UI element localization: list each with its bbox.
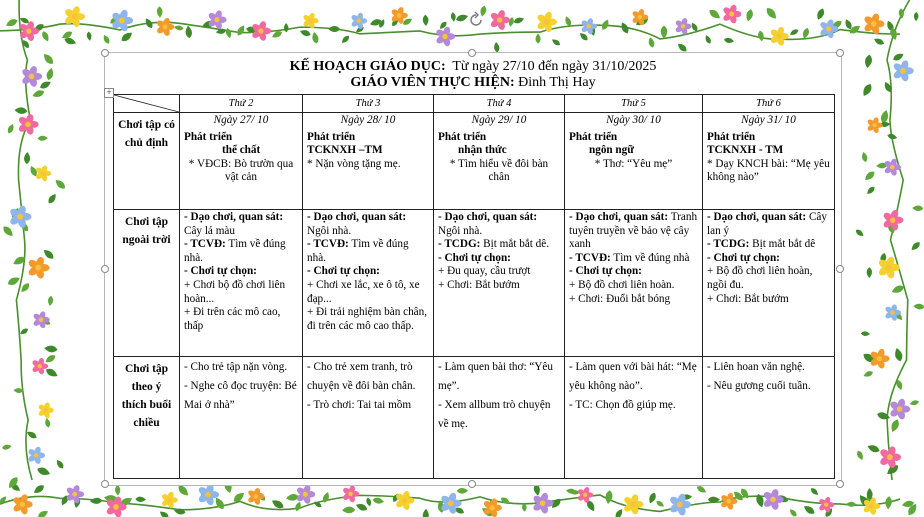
- leaf: [723, 37, 734, 44]
- flower: [197, 483, 219, 506]
- afternoon-item: - Nêu gương cuối tuần.: [707, 380, 811, 392]
- date-label: Ngày 31/ 10: [741, 114, 796, 126]
- leaf: [500, 496, 512, 506]
- resize-handle-right[interactable]: [836, 265, 844, 273]
- flower: [889, 398, 910, 421]
- activity-text: * Nặn vòng tặng mẹ.: [307, 157, 401, 170]
- date-label: Ngày 27/ 10: [213, 114, 269, 126]
- game-text: Tìm về đúng nhà: [613, 251, 690, 264]
- free-play-item: + Chơi xe lắc, xe ô tô, xe đạp...: [307, 278, 420, 305]
- leaf: [235, 24, 246, 37]
- flower: [9, 205, 32, 229]
- outdoor-cell-tue: [303, 210, 434, 357]
- leaf: [26, 430, 38, 440]
- observe-label: - Dạo chơi, quan sát:: [307, 211, 407, 223]
- flower: [722, 4, 741, 24]
- flower: [623, 493, 644, 515]
- subject-line1: Phát triển: [184, 130, 233, 143]
- leaf: [44, 418, 51, 429]
- row-afternoon: [114, 357, 835, 479]
- leaf: [44, 345, 58, 353]
- leaf: [36, 466, 51, 478]
- free-play-item: + Bộ đồ chơi liên hoàn.: [569, 278, 675, 291]
- flower: [65, 484, 84, 504]
- free-play-label: - Chơi tự chọn:: [307, 265, 380, 278]
- leaf: [37, 509, 50, 517]
- leaf: [86, 31, 92, 41]
- subject-line1: Phát triển: [438, 130, 487, 143]
- date-label: Ngày 30/ 10: [606, 114, 661, 126]
- main-cell-mon: [180, 113, 303, 210]
- observe-text: Ngôi nhà.: [307, 224, 352, 237]
- flower: [762, 488, 783, 511]
- resize-handle-bl[interactable]: [101, 480, 109, 488]
- resize-handle-left[interactable]: [101, 265, 109, 273]
- resize-handle-tr[interactable]: [836, 49, 844, 57]
- leaf: [102, 34, 111, 45]
- game-label: - TCVĐ:: [569, 251, 611, 264]
- row-label-afternoon: Chơi tập theo ý thích buổi chiều: [114, 357, 180, 479]
- day-header-mon: Thứ 2: [180, 95, 303, 113]
- afternoon-item: - Liên hoan văn nghệ.: [707, 361, 805, 373]
- flower: [27, 256, 50, 280]
- leaf: [856, 450, 865, 462]
- resize-handle-top[interactable]: [468, 49, 476, 57]
- observe-label: - Dạo chơi, quan sát:: [569, 211, 669, 223]
- flower: [161, 491, 178, 509]
- subject-line1: Phát triển: [569, 130, 618, 143]
- subject-line1: Phát triển: [307, 130, 356, 143]
- leaf: [14, 107, 28, 115]
- leaf: [457, 488, 468, 494]
- leaf: [892, 51, 905, 62]
- flower: [296, 484, 316, 505]
- leaf: [45, 67, 54, 81]
- leaf: [861, 151, 868, 162]
- free-play-item: + Bộ đồ chơi liên hoàn, ngồi đu.: [707, 265, 813, 291]
- leaf: [909, 399, 919, 406]
- free-play-label: - Chơi tự chọn:: [569, 265, 642, 278]
- afternoon-item: - Làm quen với bài hát: “Mẹ yêu không nào”.: [569, 361, 697, 392]
- leaf: [757, 30, 764, 42]
- leaf: [789, 28, 800, 37]
- leaf: [551, 38, 562, 47]
- game-label: - TCDG:: [438, 238, 481, 251]
- leaf: [115, 485, 121, 496]
- leaf: [535, 33, 540, 43]
- afternoon-cell-thu: [565, 357, 703, 479]
- outdoor-cell-thu: [565, 210, 703, 357]
- corner-cell: [114, 95, 180, 113]
- game-text: Tìm về đúng nhà.: [307, 238, 409, 264]
- free-play-item: + Chơi bộ đồ chơi liên hoàn...: [184, 278, 286, 305]
- leaf: [914, 12, 919, 21]
- leaf: [788, 508, 798, 517]
- leaf: [846, 502, 856, 507]
- flower: [435, 26, 455, 47]
- leaf: [867, 267, 872, 278]
- game-text: Bịt mắt bắt dê.: [483, 238, 550, 251]
- day-header-wed: Thứ 4: [434, 95, 565, 113]
- flower: [866, 117, 882, 134]
- leaf: [44, 367, 59, 379]
- afternoon-cell-wed: [434, 357, 565, 479]
- free-play-item: + Đi trên các mô cao, thấp: [184, 306, 281, 332]
- free-play-item: + Đu quay, cầu trượt: [438, 265, 531, 278]
- leaf: [876, 411, 891, 421]
- weekly-plan-table: [113, 94, 835, 479]
- game-label: - TCDG:: [707, 238, 750, 251]
- leaf: [913, 303, 924, 310]
- free-play-item: + Chơi: Bắt bướm: [438, 278, 520, 291]
- leaf: [764, 6, 778, 21]
- subject-line2: TCKNXH - TM: [707, 144, 784, 157]
- leaf: [342, 506, 355, 513]
- flower: [27, 446, 45, 465]
- main-cell-wed: [434, 113, 565, 210]
- leaf: [647, 491, 657, 504]
- leaf: [802, 504, 816, 516]
- leaf: [912, 205, 923, 211]
- leaf: [54, 178, 68, 191]
- leaf: [745, 8, 754, 22]
- flower: [342, 485, 359, 503]
- leaf: [372, 497, 385, 505]
- leaf: [120, 30, 134, 43]
- leaf: [661, 25, 668, 38]
- leaf: [19, 327, 29, 336]
- leaf: [41, 52, 55, 66]
- leaf: [889, 418, 901, 433]
- leaf: [450, 12, 456, 22]
- afternoon-cell-tue: [303, 357, 434, 479]
- leaf: [809, 487, 819, 497]
- leaf: [365, 497, 372, 507]
- plan-title-label: KẾ HOẠCH GIÁO DỤC:: [289, 59, 446, 74]
- flower: [350, 12, 367, 30]
- leaf: [135, 496, 146, 502]
- free-play-label: - Chơi tự chọn:: [184, 265, 257, 278]
- observe-label: - Dạo chơi, quan sát:: [438, 211, 538, 223]
- flower: [631, 8, 648, 26]
- afternoon-cell-fri: [703, 357, 835, 479]
- leaf: [55, 458, 65, 470]
- leaf: [42, 248, 56, 261]
- leaf: [355, 502, 369, 512]
- main-cell-thu: [565, 113, 703, 210]
- game-text: Bịt mắt bắt dê: [752, 238, 816, 251]
- day-header-tue: Thứ 3: [303, 95, 434, 113]
- flower: [17, 113, 38, 135]
- leaf: [6, 275, 21, 287]
- outdoor-cell-fri: [703, 210, 835, 357]
- observe-text: Tranh tuyên truyền về bảo vệ cây xanh: [569, 211, 698, 251]
- game-label: - TCVĐ:: [307, 238, 349, 251]
- outdoor-cell-mon: [180, 210, 303, 357]
- day-header-thu: Thứ 5: [565, 95, 703, 113]
- date-label: Ngày 28/ 10: [340, 114, 396, 126]
- free-play-item: + Đi trải nghiệm bàn chân, đi trên các mô cao thấp.: [307, 306, 428, 332]
- flower: [483, 498, 502, 517]
- subject-line2: ngôn ngữ: [589, 144, 634, 157]
- leaf: [704, 34, 712, 44]
- leaf: [294, 501, 302, 512]
- leaf: [863, 169, 876, 182]
- header-row: [114, 95, 835, 113]
- observe-text: Ngôi nhà.: [438, 224, 483, 237]
- free-play-item: + Chơi: Bắt bướm: [707, 292, 789, 305]
- row-main-activity: [114, 113, 835, 210]
- observe-label: - Dạo chơi, quan sát:: [184, 211, 284, 223]
- resize-handle-bottom[interactable]: [468, 480, 476, 488]
- leaf: [44, 353, 57, 364]
- row-label-outdoor: Chơi tập ngoài trời: [114, 210, 180, 357]
- plan-teacher: [105, 75, 841, 91]
- leaf: [5, 17, 19, 28]
- leaf: [865, 185, 876, 196]
- flower: [882, 209, 903, 231]
- leaf: [614, 508, 625, 517]
- leaf: [24, 152, 31, 164]
- activity-text: * Thơ: “Yêu mẹ”: [594, 157, 673, 170]
- row-outdoor: [114, 210, 835, 357]
- afternoon-cell-mon: [180, 357, 303, 479]
- subject-line2: thể chất: [222, 144, 261, 157]
- flower: [536, 11, 557, 33]
- leaf: [861, 82, 874, 97]
- table-move-icon[interactable]: +: [104, 88, 114, 98]
- flower: [247, 487, 264, 505]
- subject-line1: Phát triển: [707, 130, 756, 143]
- leaf: [893, 347, 903, 362]
- main-cell-tue: [303, 113, 434, 210]
- main-cell-fri: [703, 113, 835, 210]
- afternoon-item: - Trò chơi: Tai tai mồm: [307, 399, 412, 411]
- leaf: [861, 331, 870, 336]
- leaf: [910, 240, 922, 252]
- game-text: Tìm về đúng nhà.: [184, 238, 286, 264]
- rotate-handle-icon[interactable]: [466, 10, 486, 30]
- leaf: [605, 490, 614, 505]
- leaf: [707, 8, 722, 21]
- flower: [489, 9, 510, 31]
- flower: [35, 165, 51, 182]
- outdoor-cell-wed: [434, 210, 565, 357]
- leaf: [174, 25, 184, 32]
- leaf: [38, 135, 48, 141]
- leaf: [1, 444, 12, 451]
- afternoon-item: - Làm quen bài thơ: “Yêu mẹ”.: [438, 361, 553, 392]
- leaf: [655, 499, 665, 508]
- teacher-name: Đinh Thị Hay: [518, 75, 596, 90]
- leaf: [157, 6, 163, 18]
- leaf: [90, 497, 103, 504]
- leaf: [815, 7, 826, 21]
- leaf: [39, 79, 53, 90]
- plan-date-range: Từ ngày 27/10 đến ngày 31/10/2025: [452, 59, 657, 74]
- leaf: [31, 89, 45, 99]
- observe-label: - Dạo chơi, quan sát:: [707, 211, 807, 223]
- afternoon-item: - TC: Chọn đồ giúp mẹ.: [569, 399, 676, 411]
- flower: [674, 17, 691, 35]
- leaf: [328, 26, 340, 32]
- teacher-label: GIÁO VIÊN THỰC HIỆN:: [350, 75, 515, 90]
- flower: [892, 59, 914, 82]
- afternoon-item: - Xem allbum trò chuyện về mẹ.: [438, 399, 551, 430]
- leaf: [866, 443, 881, 454]
- activity-text: * Dạy KNCH bài: “Mẹ yêu không nào”: [707, 157, 830, 184]
- afternoon-item: - Cho trẻ tập nặn vòng.: [184, 361, 288, 373]
- flower: [32, 311, 49, 329]
- leaf: [47, 296, 53, 307]
- leaf: [32, 483, 46, 495]
- leaf: [885, 496, 893, 509]
- resize-handle-tl[interactable]: [101, 49, 109, 57]
- leaf: [513, 16, 525, 25]
- flower: [883, 158, 901, 177]
- leaf: [185, 25, 193, 38]
- observe-text: Cây lan ý: [707, 211, 827, 237]
- plan-title: [105, 59, 841, 75]
- flower: [156, 17, 175, 37]
- afternoon-item: - Cho trẻ xem tranh, trò chuyện về đôi bàn chân.: [307, 361, 416, 392]
- free-play-label: - Chơi tự chọn:: [438, 251, 511, 264]
- subject-line2: nhận thức: [458, 144, 507, 157]
- leaf: [578, 31, 589, 42]
- flower: [31, 357, 48, 375]
- leaf: [6, 123, 15, 135]
- activity-text: * VĐCB: Bò trườn qua vật cản: [188, 157, 294, 184]
- afternoon-item: - Nghe cô đọc truyện: Bé Mai ở nhà”: [184, 380, 297, 411]
- leaf: [873, 37, 885, 47]
- row-label-main: Chơi tập có chủ định: [114, 113, 180, 210]
- leaf: [41, 30, 51, 43]
- document-page: [104, 52, 842, 486]
- leaf: [647, 37, 655, 49]
- free-play-label: - Chơi tự chọn:: [707, 251, 780, 264]
- date-label: Ngày 29/ 10: [471, 114, 527, 126]
- leaf: [340, 34, 350, 44]
- flower: [21, 65, 42, 88]
- resize-handle-br[interactable]: [836, 480, 844, 488]
- game-label: - TCVĐ:: [184, 238, 226, 251]
- flower: [38, 402, 54, 419]
- leaf: [225, 27, 233, 38]
- leaf: [284, 23, 289, 32]
- leaf: [854, 228, 865, 238]
- leaf: [311, 31, 319, 44]
- free-play-item: + Chơi: Đuổi bắt bóng: [569, 292, 671, 305]
- observe-text: Cây lá màu: [184, 224, 235, 237]
- leaf: [1, 224, 15, 238]
- leaf: [423, 509, 429, 517]
- day-header-fri: Thứ 6: [703, 95, 835, 113]
- subject-line2: TCKNXH –TM: [307, 144, 383, 157]
- leaf: [299, 28, 312, 37]
- flower: [577, 486, 593, 503]
- flower: [395, 490, 415, 511]
- activity-text: * Tìm hiểu về đôi bàn chân: [449, 157, 549, 184]
- leaf: [864, 54, 873, 69]
- leaf: [46, 192, 58, 205]
- leaf: [422, 15, 428, 27]
- flower: [769, 26, 788, 46]
- leaf: [863, 370, 874, 379]
- leaf: [158, 509, 170, 517]
